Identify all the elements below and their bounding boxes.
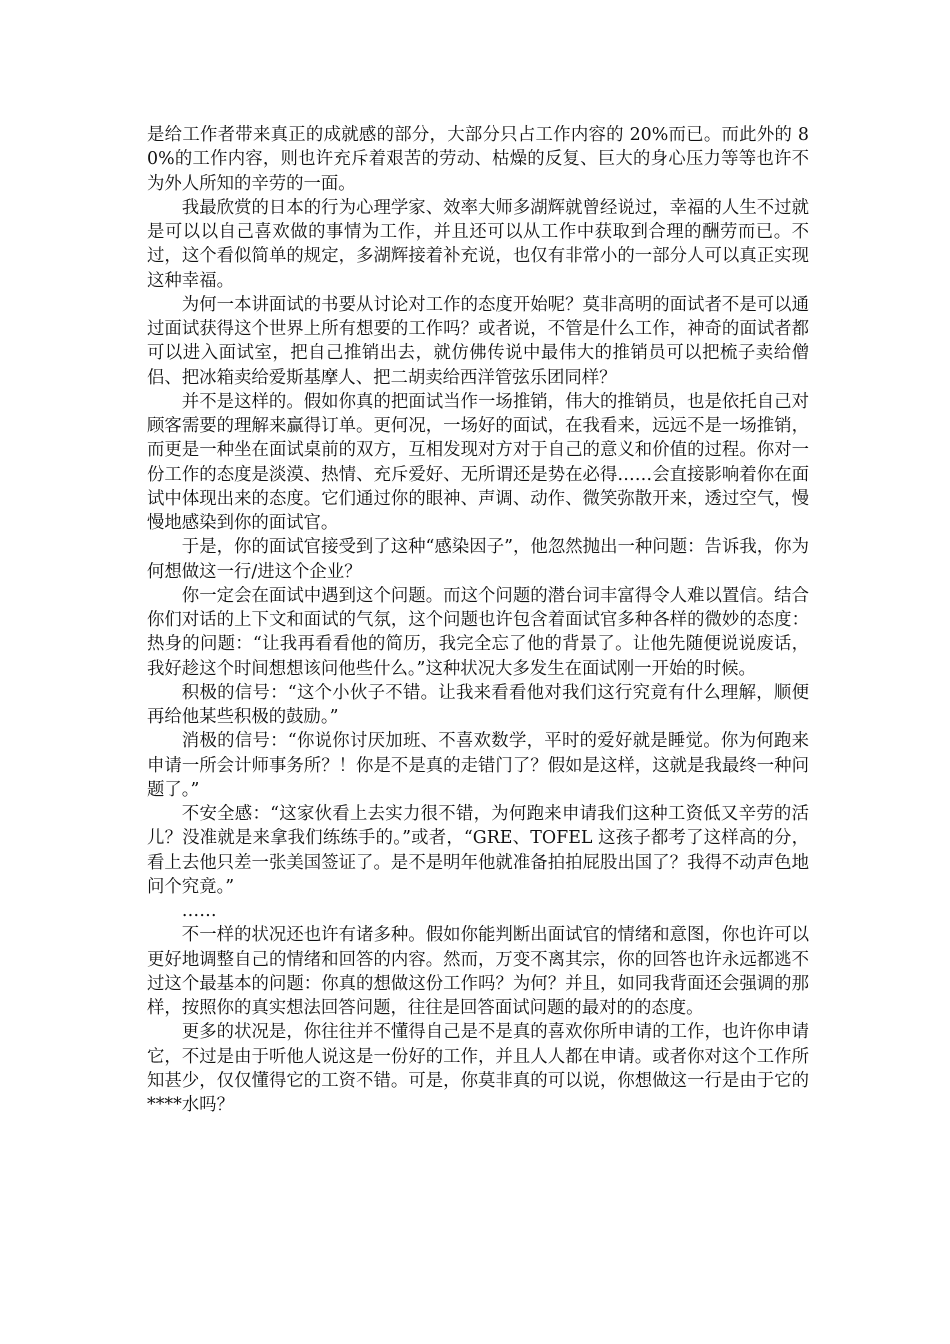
paragraph: 不安全感：“这家伙看上去实力很不错，为何跑来申请我们这种工资低又辛劳的活儿？没准就是来拿我们练练手的。”或者，“GRE、TOFEL 这孩子都考了这样高的分，看上去他只差一张美国签证了。是不是明年他就准备拍拍屁股出国了？我得不动声色地问个究竟。” [147, 804, 809, 897]
paragraph: 我最欣赏的日本的行为心理学家、效率大师多湖辉就曾经说过，幸福的人生不过就是可以以自己喜欢做的事情为工作，并且还可以从工作中获取到合理的酬劳而已。不过，这个看似简单的规定，多湖辉接着补充说，也仅有非常小的一部分人可以真正实现这种幸福。 [147, 197, 809, 291]
ellipsis-line: …… [181, 901, 217, 921]
paragraph: 积极的信号：“这个小伙子不错。让我来看看他对我们这行究竟有什么理解，顺便再给他某些积极的鼓励。” [147, 682, 809, 727]
paragraph: 不一样的状况还也许有诸多种。假如你能判断出面试官的情绪和意图，你也许可以更好地调整自己的情绪和回答的内容。然而，万变不离其宗，你的回答也许永远都逃不过这个最基本的问题：你真的想做这份工作吗？为何？并且，如同我背面还会强调的那样，按照你的真实想法回答问题，往往是回答面试问题的最对的的态度。 [147, 925, 809, 1018]
paragraph-continuation: 是给工作者带来真正的成就感的部分，大部分只占工作内容的 20%而已。而此外的 80%的工作内容，则也许充斥着艰苦的劳动、枯燥的反复、巨大的身心压力等等也许不为外人所知的辛劳的一面。 [147, 125, 809, 194]
paragraph: 更多的状况是，你往往并不懂得自己是不是真的喜欢你所申请的工作，也许你申请它，不过是由于听他人说这是一份好的工作，并且人人都在申请。或者你对这个工作所知甚少，仅仅懂得它的工资不错。可是，你莫非真的可以说，你想做这一行是由于它的****水吗？ [147, 1022, 809, 1115]
paragraph: 消极的信号：“你说你讨厌加班、不喜欢数学，平时的爱好就是睡觉。你为何跑来申请一所会计师事务所？！你是不是真的走错门了？假如是这样，这就是我最终一种问题了。” [147, 731, 809, 800]
paragraph: 你一定会在面试中遇到这个问题。而这个问题的潜台词丰富得令人难以置信。结合你们对话的上下文和面试的气氛，这个问题也许包含着面试官多种各样的微妙的态度：热身的问题：“让我再看看他的简历，我完全忘了他的背景了。让他先随便说说废话，我好趁这个时间想想该问他些什么。”这种状况大多发生在面试刚一开始的时候。 [147, 585, 809, 679]
paragraph: 为何一本讲面试的书要从讨论对工作的态度开始呢？莫非高明的面试者不是可以通过面试获得这个世界上所有想要的工作吗？或者说，不管是什么工作，神奇的面试者都可以进入面试室，把自己推销出去，就仿佛传说中最伟大的推销员可以把梳子卖给僧侣、把冰箱卖给爱斯基摩人、把二胡卖给西洋管弦乐团同样？ [147, 294, 809, 388]
paragraph: 并不是这样的。假如你真的把面试当作一场推销，伟大的推销员，也是依托自己对顾客需要的理解来赢得订单。更何况，一场好的面试，在我看来，远远不是一场推销，而更是一种坐在面试桌前的双方，互相发现对方对于自己的意义和价值的过程。你对一份工作的态度是淡漠、热情、充斥爱好、无所谓还是势在必得……会直接影响着你在面试中体现出来的态度。它们通过你的眼神、声调、动作、微笑弥散开来，透过空气，慢慢地感染到你的面试官。 [147, 391, 809, 533]
paragraph: 于是，你的面试官接受到了这种“感染因子”，他忽然抛出一种问题：告诉我，你为何想做这一行/进这个企业？ [147, 537, 809, 582]
document-page [147, 123, 809, 1117]
